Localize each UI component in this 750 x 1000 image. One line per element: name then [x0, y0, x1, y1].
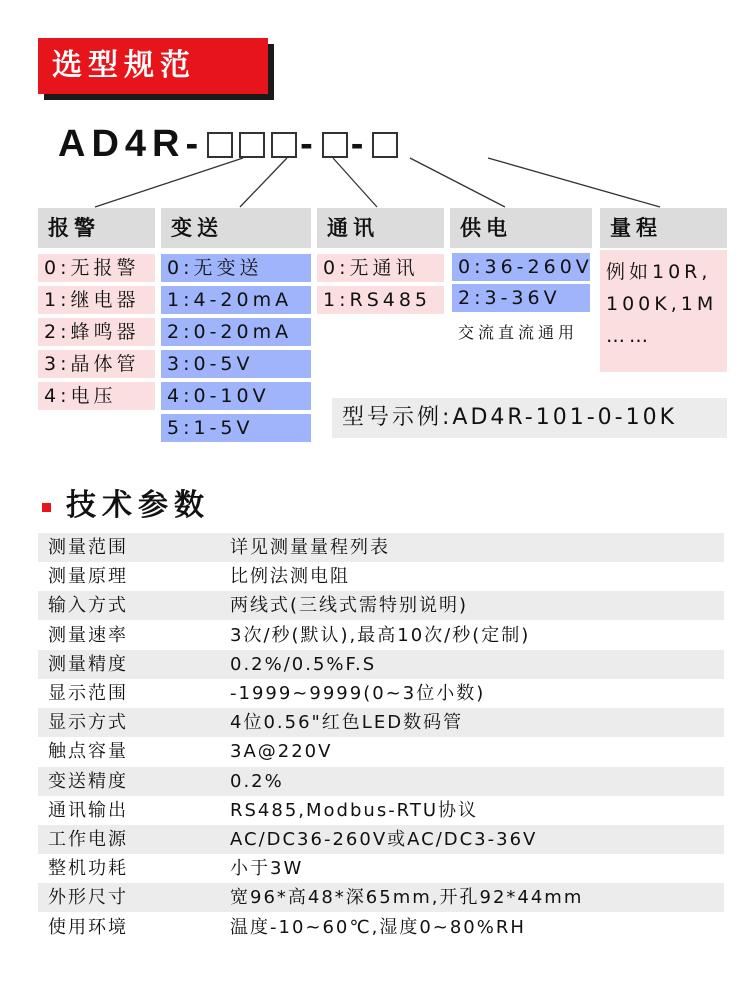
- param-label: 测量精度: [48, 653, 128, 675]
- table-row: [38, 650, 724, 679]
- option-alarm-4: 4:电压: [38, 382, 155, 410]
- option-transmit-5: 5:1-5V: [161, 414, 311, 442]
- param-label: 使用环境: [48, 916, 128, 938]
- param-value: 4位0.56"红色LED数码管: [230, 712, 464, 734]
- option-power-2: 2:3-36V: [452, 284, 590, 312]
- table-row: [38, 825, 724, 854]
- table-row: [38, 854, 724, 883]
- option-transmit-2: 2:0-20mA: [161, 318, 311, 346]
- column-header-alarm: 报警: [38, 208, 155, 248]
- param-label: 外形尺寸: [48, 887, 128, 909]
- param-label: 整机功耗: [48, 858, 128, 880]
- param-value: 比例法测电阻: [230, 566, 350, 588]
- param-value: 小于3W: [230, 858, 304, 880]
- range-line-1: 例如10R,: [606, 261, 712, 283]
- table-row: [38, 737, 724, 766]
- param-value: 0.2%: [230, 770, 284, 792]
- connector-comm: [333, 158, 377, 207]
- param-value: 3次/秒(默认),最高10次/秒(定制): [230, 624, 531, 646]
- table-row: [38, 621, 724, 650]
- param-value: 温度-10~60℃,湿度0~80%RH: [230, 916, 526, 938]
- param-value: -1999~9999(0~3位小数): [230, 683, 486, 704]
- range-line-3: ……: [606, 325, 652, 347]
- table-row: [38, 883, 724, 912]
- param-value: 宽96*高48*深65mm,开孔92*44mm: [230, 887, 584, 909]
- connector-lines: [0, 0, 750, 220]
- range-line-2: 100K,1M: [606, 293, 718, 315]
- connector-power: [410, 158, 505, 207]
- table-row: [38, 562, 724, 591]
- section-title-tech: 技术参数: [66, 488, 210, 523]
- table-row: [38, 708, 724, 737]
- param-label: 显示范围: [48, 683, 128, 704]
- connector-range: [488, 158, 660, 207]
- param-value: AC/DC36-260V或AC/DC3-36V: [230, 829, 538, 850]
- connector-alarm: [95, 158, 243, 207]
- section-title-selection: 选型规范: [38, 38, 268, 94]
- table-row: [38, 533, 724, 562]
- param-value: RS485,Modbus-RTU协议: [230, 799, 479, 821]
- option-alarm-3: 3:晶体管: [38, 350, 155, 378]
- param-label: 测量原理: [48, 566, 128, 588]
- table-row: [38, 913, 724, 942]
- column-header-range: 量程: [600, 208, 727, 248]
- column-header-power: 供电: [450, 208, 592, 248]
- param-label: 触点容量: [48, 741, 128, 763]
- table-row: [38, 679, 724, 708]
- column-header-transmit: 变送: [161, 208, 311, 248]
- param-label: 测量速率: [48, 624, 128, 646]
- param-label: 测量范围: [48, 537, 128, 558]
- param-label: 工作电源: [48, 829, 128, 850]
- option-alarm-0: 0:无报警: [38, 254, 155, 282]
- param-value: 3A@220V: [230, 741, 333, 763]
- param-value: 0.2%/0.5%F.S: [230, 653, 377, 675]
- option-transmit-3: 3:0-5V: [161, 350, 311, 378]
- param-label: 变送精度: [48, 770, 128, 792]
- option-alarm-1: 1:继电器: [38, 286, 155, 314]
- option-transmit-1: 1:4-20mA: [161, 286, 311, 314]
- column-header-comm: 通讯: [317, 208, 444, 248]
- param-label: 输入方式: [48, 595, 128, 617]
- param-value: 详见测量量程列表: [230, 537, 390, 558]
- table-row: [38, 796, 724, 825]
- option-alarm-2: 2:蜂鸣器: [38, 318, 155, 346]
- model-example: 型号示例:AD4R-101-0-10K: [332, 398, 727, 438]
- power-note: 交流直流通用: [458, 323, 579, 342]
- option-power-0: 0:36-260V: [452, 253, 590, 281]
- option-transmit-0: 0:无变送: [161, 254, 311, 282]
- param-label: 通讯输出: [48, 799, 128, 821]
- table-row: [38, 591, 724, 620]
- range-example-box: [600, 250, 727, 372]
- option-transmit-4: 4:0-10V: [161, 382, 311, 410]
- model-prefix: AD4R-: [58, 123, 205, 165]
- option-comm-1: 1:RS485: [317, 286, 444, 314]
- option-comm-0: 0:无通讯: [317, 254, 444, 282]
- connector-transmit: [240, 158, 287, 207]
- table-row: [38, 767, 724, 796]
- model-dash-1: -: [300, 123, 319, 165]
- param-value: 两线式(三线式需特别说明): [230, 595, 469, 617]
- bullet-icon: [42, 503, 51, 512]
- model-dash-2: -: [350, 123, 370, 165]
- param-label: 显示方式: [48, 712, 128, 734]
